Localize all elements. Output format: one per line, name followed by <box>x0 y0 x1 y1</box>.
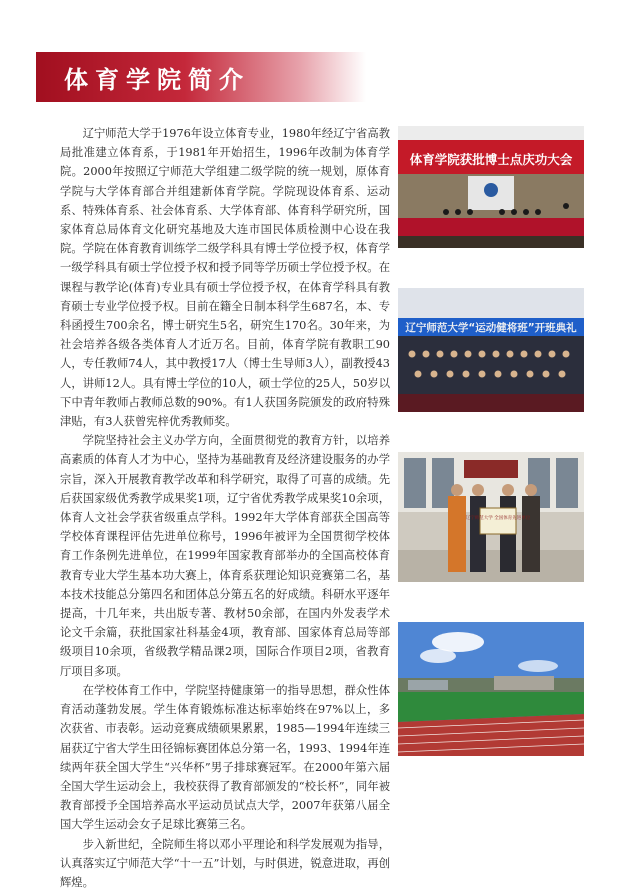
paragraph-history: 辽宁师范大学于1976年设立体育专业，1980年经辽宁省高教局批准建立体育系，于1981年开始招生，1996年改制为体育学院。2000年按照辽宁师范大学组建二级学院的统一规划，原体育学院与大学体育部合并组建新体育学院。学院现设体育系、运动系、特殊体育系、社会体育系、大学体育部、体育科学研究所，国家体育总局体育文化研究基地及大连市国民体质检测中心设在我院。学院在体育教育训练学二级学科具有博士学位授予权，体育学一级学科具有硕士学位授予权和授予同等学历硕士学位授予权。在课程与教学论(体育)专业具有硕士学位授予权，在体育学科具有教育硕士专业学位授予权。目前在籍全日制本科学生687名，本、专科函授生700余名，博士研究生5名，研究生170名。30年来，为社会培养各级各类体育人才近万名。目前，体育学院有教职工90人，专任教师74人，其中教授17人（博士生导师3人），副教授43人，讲师12人。具有博士学位的10人，硕士学位的25人，50岁以下中青年教师占教师总数的90%。有1人获国务院颁发的政府特殊津贴，有3人获曾宪梓优秀教师奖。 <box>60 127 390 429</box>
photo3-plaque-text: 辽宁师范大学 全国体育先进单位 <box>465 516 531 521</box>
photo1-banner-text: 体育学院获批博士点庆功大会 <box>409 152 573 167</box>
photo2-banner-text: 辽宁师范大学“运动健将班”开班典礼 <box>405 322 577 334</box>
photo-stadium-track <box>398 622 584 756</box>
photo-award-plaque <box>398 452 584 582</box>
photo-athlete-class-ceremony <box>398 288 584 412</box>
paragraph-achievements: 学院坚持社会主义办学方向，全面贯彻党的教育方针，以培养高素质的体育人才为中心，坚持为基础教育及经济建设服务的办学宗旨，深入开展教育教学改革和科学研究，取得了可喜的成绩。先后获国家级优秀教学成果奖1项，辽宁省优秀教学成果奖10余项，体育人文社会学获省级重点学科。1992年大学体育部获全国高等学校体育课程评估先进单位称号，1996年被评为全国贯彻学校体育工作条例先进单位，在1999年国家教育部举办的全国高校体育教育专业大学生基本功大赛上，体育系获理论知识竞赛第二名，基本技术技能总分第四名和团体总分第五名的好成绩。科研水平逐年提高，十几年来，共出版专著、教材50余部，在国内外发表学术论文千余篇，获批国家社科基金4项，教育部、国家体育总局等部级项目10余项，省级教学精品课2项，国际合作项目2项，省教育厅项目多项。 <box>60 434 390 678</box>
article-body <box>60 124 390 892</box>
paragraph-outlook: 步入新世纪，全院师生将以邓小平理论和科学发展观为指导，认真落实辽宁师范大学“十一五”计划，与时俱进，锐意进取，再创辉煌。 <box>60 837 390 889</box>
paragraph-sports: 在学校体育工作中，学院坚持健康第一的指导思想，群众性体育活动蓬勃发展。学生体育锻炼标准达标率始终在97%以上，多次获省、市表彰。运动竞赛成绩硕果累累，1985—1994年连续三届获辽宁省大学生田径锦标赛团体总分第一名，1993、1994年连续两年获全国大学生“兴华杯”男子排球赛冠军。在2000年第六届全国大学生运动会上，我校获得了教育部颁发的“校长杯”，同年被教育部授予全国培养高水平运动员试点大学，2007年获第八届全国大学生运动会女子足球比赛第三名。 <box>60 683 390 832</box>
photo-celebration-meeting <box>398 126 584 248</box>
page-title: 体育学院简介 <box>64 65 250 94</box>
